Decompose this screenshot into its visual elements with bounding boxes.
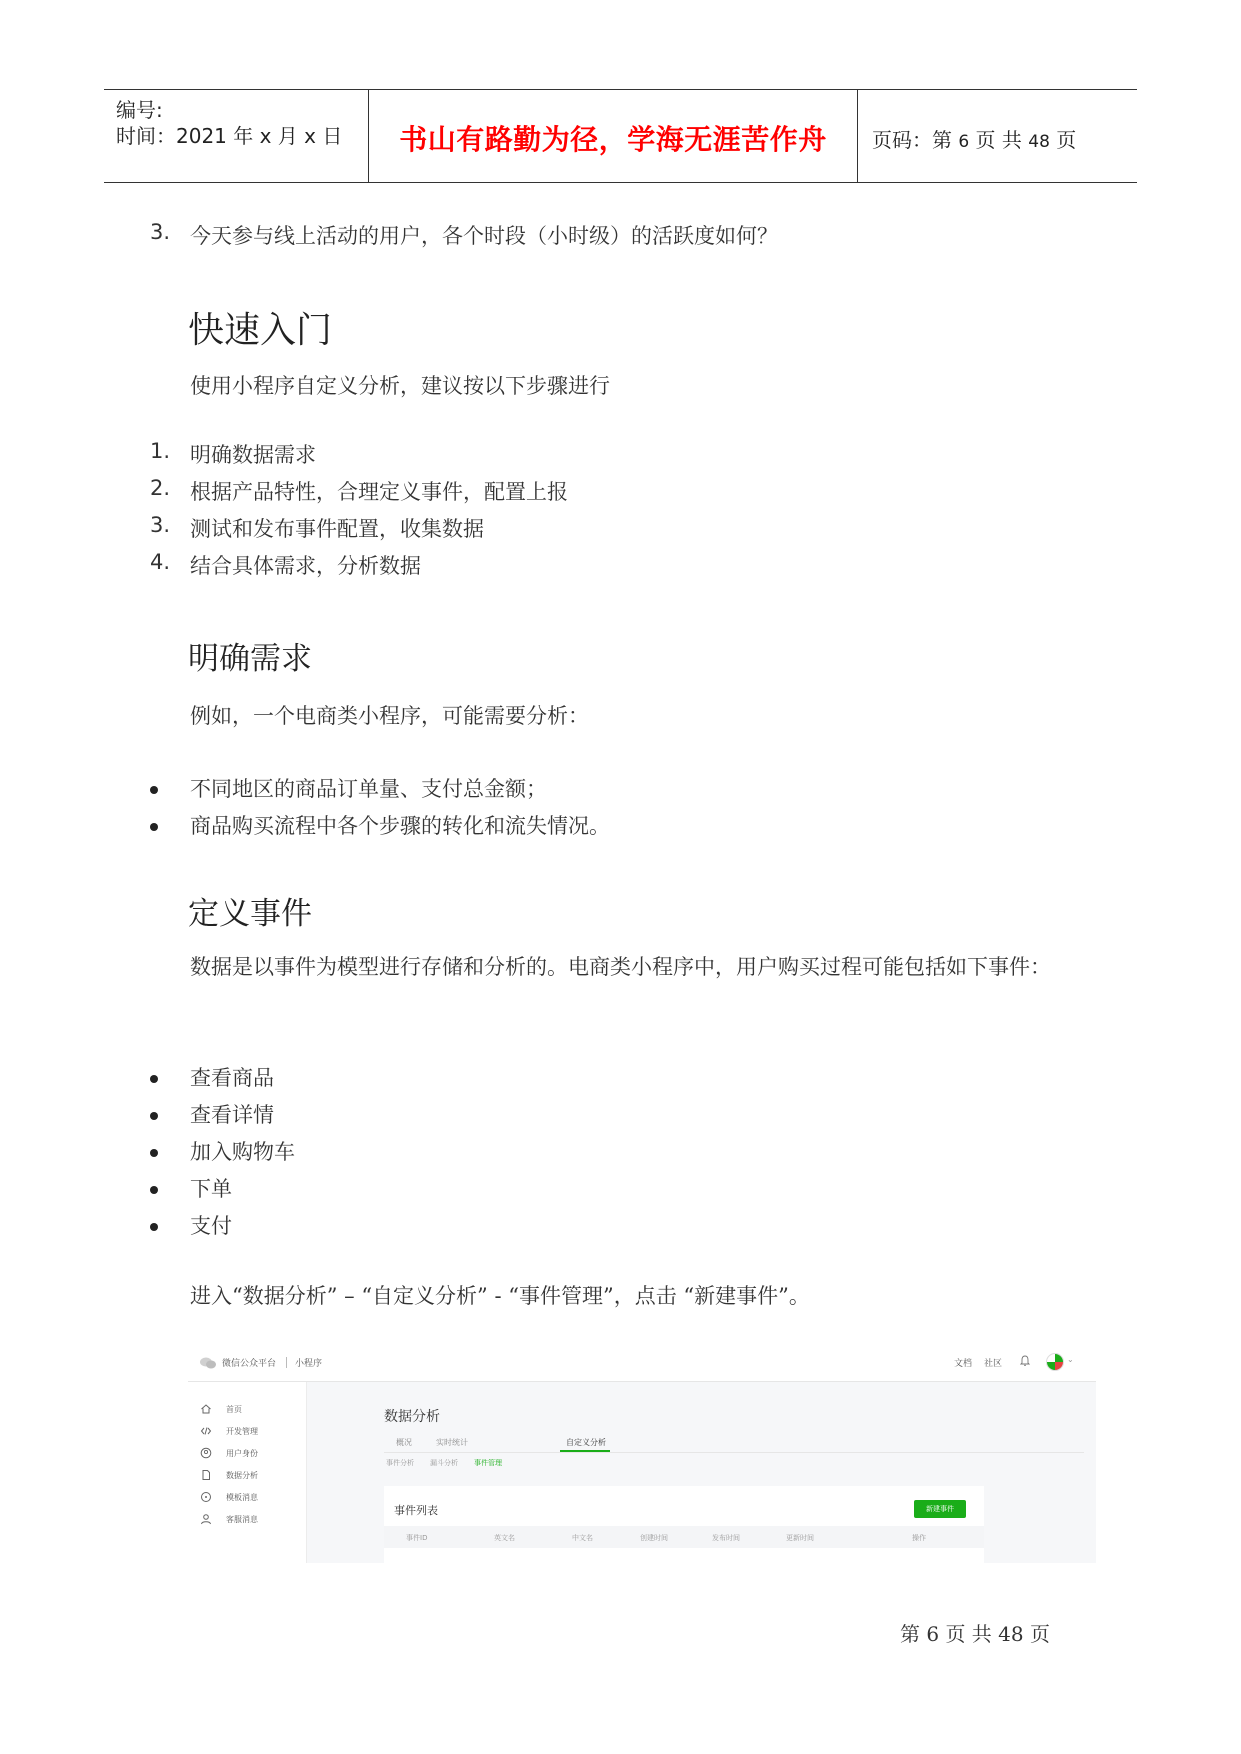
list-item: 根据产品特性，合理定义事件，配置上报 (190, 480, 568, 504)
column-header: 事件ID (406, 1534, 428, 1542)
list-item: 商品购买流程中各个步骤的转化和流失情况。 (190, 814, 610, 838)
sidebar-item-template[interactable] (188, 1488, 306, 1508)
bullet-dot (150, 1075, 158, 1083)
section-heading-requirements: 明确需求 (188, 641, 312, 677)
subtab-event-management[interactable]: 事件管理 (474, 1459, 502, 1467)
section-intro: 数据是以事件为模型进行存储和分析的。电商类小程序中，用户购买过程可能包括如下事件： (190, 955, 1051, 979)
list-item: 明确数据需求 (190, 443, 316, 467)
list-marker: 2. (150, 476, 171, 500)
header-motto-cell (368, 90, 858, 182)
section-intro: 使用小程序自定义分析，建议按以下步骤进行 (190, 374, 610, 398)
motto-text: 书山有路勤为径，学海无涯苦作舟 (399, 123, 827, 156)
sidebar-item-dev[interactable] (188, 1422, 306, 1442)
list-item: 今天参与线上活动的用户，各个时段（小时级）的活跃度如何？ (190, 224, 778, 248)
embedded-screenshot (188, 1345, 1096, 1563)
sidebar-item-analytics[interactable] (188, 1466, 306, 1486)
bell-icon[interactable] (1020, 1355, 1030, 1367)
subtab-event-analysis[interactable]: 事件分析 (386, 1459, 414, 1467)
sidebar-item-user[interactable] (188, 1444, 306, 1464)
column-header: 操作 (912, 1534, 926, 1542)
event-list-card (384, 1486, 984, 1563)
footer-current: 6 (926, 1622, 940, 1646)
tab-overview[interactable]: 概况 (396, 1438, 412, 1447)
document-icon (200, 1469, 212, 1481)
chevron-down-icon[interactable]: ⌄ (1067, 1355, 1074, 1364)
bullet-dot (150, 823, 158, 831)
footer-total: 48 (998, 1622, 1024, 1646)
column-header: 创建时间 (640, 1534, 668, 1542)
header-page-info (872, 124, 1076, 153)
link-docs[interactable]: 文档 (954, 1359, 973, 1369)
page-title: 数据分析 (384, 1409, 440, 1425)
list-marker: 4. (150, 550, 171, 574)
code-icon (200, 1425, 212, 1437)
list-marker: 3. (150, 513, 171, 537)
column-header: 中文名 (572, 1534, 593, 1542)
serial-label: 编号: (116, 98, 163, 122)
page-total: 48 (1028, 132, 1050, 152)
screenshot-sub-brand: 小程序 (295, 1359, 323, 1369)
list-marker: 3. (150, 220, 171, 244)
sidebar-item-label: 首页 (226, 1405, 242, 1414)
list-item: 查看商品 (190, 1066, 274, 1090)
tab-custom[interactable]: 自定义分析 (566, 1438, 606, 1447)
screenshot-sidebar (188, 1382, 307, 1563)
time-label: 时间：2021 年 x 月 x 日 (116, 124, 343, 148)
tab-realtime[interactable]: 实时统计 (436, 1438, 468, 1447)
sidebar-item-label: 数据分析 (226, 1471, 258, 1480)
screenshot-main (316, 1382, 1096, 1563)
avatar[interactable] (1046, 1353, 1064, 1371)
header-page-cell (858, 90, 1137, 182)
page-footer (900, 1618, 1050, 1647)
list-marker: 1. (150, 439, 171, 463)
bullet-dot (150, 1112, 158, 1120)
list-item: 不同地区的商品订单量、支付总金额； (190, 777, 547, 801)
bullet-dot (150, 1186, 158, 1194)
page-mid: 页 共 (975, 128, 1022, 152)
sidebar-item-label: 开发管理 (226, 1427, 258, 1436)
section-heading-events: 定义事件 (188, 896, 312, 932)
sidebar-item-service[interactable] (188, 1510, 306, 1530)
list-item: 加入购物车 (190, 1140, 295, 1164)
list-item: 支付 (190, 1214, 232, 1238)
instruction-text: 进入“数据分析” – “自定义分析” - “事件管理”，点击 “新建事件”。 (190, 1284, 810, 1308)
divider (286, 1357, 287, 1368)
person-icon (200, 1513, 212, 1525)
sidebar-item-label: 模板消息 (226, 1493, 258, 1502)
column-header: 英文名 (494, 1534, 515, 1542)
table-header (384, 1526, 984, 1548)
section-heading-quickstart: 快速入门 (188, 310, 333, 351)
column-header: 发布时间 (712, 1534, 740, 1542)
screenshot-topbar (188, 1345, 1096, 1382)
link-community[interactable]: 社区 (984, 1359, 1003, 1369)
wechat-logo-icon (200, 1357, 216, 1369)
section-intro: 例如，一个电商类小程序，可能需要分析： (190, 704, 589, 728)
bullet-dot (150, 1149, 158, 1157)
page-suffix: 页 (1056, 128, 1077, 152)
divider (384, 1452, 1084, 1453)
sidebar-item-label: 用户身份 (226, 1449, 258, 1458)
list-item: 查看详情 (190, 1103, 274, 1127)
message-icon (200, 1491, 212, 1503)
screenshot-brand: 微信公众平台 (222, 1359, 277, 1369)
footer-mid: 页 共 (945, 1622, 992, 1646)
sidebar-item-home[interactable] (188, 1400, 306, 1420)
list-item: 下单 (190, 1177, 232, 1201)
home-icon (200, 1403, 212, 1415)
column-header: 更新时间 (786, 1534, 814, 1542)
subtab-funnel-analysis[interactable]: 漏斗分析 (430, 1459, 458, 1467)
card-title: 事件列表 (394, 1504, 438, 1517)
list-item: 结合具体需求，分析数据 (190, 554, 421, 578)
bullet-dot (150, 1223, 158, 1231)
page-current: 6 (958, 132, 970, 152)
header-meta-cell (104, 90, 366, 182)
sidebar-item-label: 客服消息 (226, 1515, 258, 1524)
list-item: 测试和发布事件配置，收集数据 (190, 517, 484, 541)
page-header (104, 89, 1137, 183)
user-icon (200, 1447, 212, 1459)
footer-suffix: 页 (1029, 1622, 1050, 1646)
footer-prefix: 第 (900, 1622, 920, 1646)
new-event-button[interactable]: 新建事件 (914, 1500, 966, 1518)
page-prefix: 页码：第 (872, 128, 952, 152)
bullet-dot (150, 786, 158, 794)
